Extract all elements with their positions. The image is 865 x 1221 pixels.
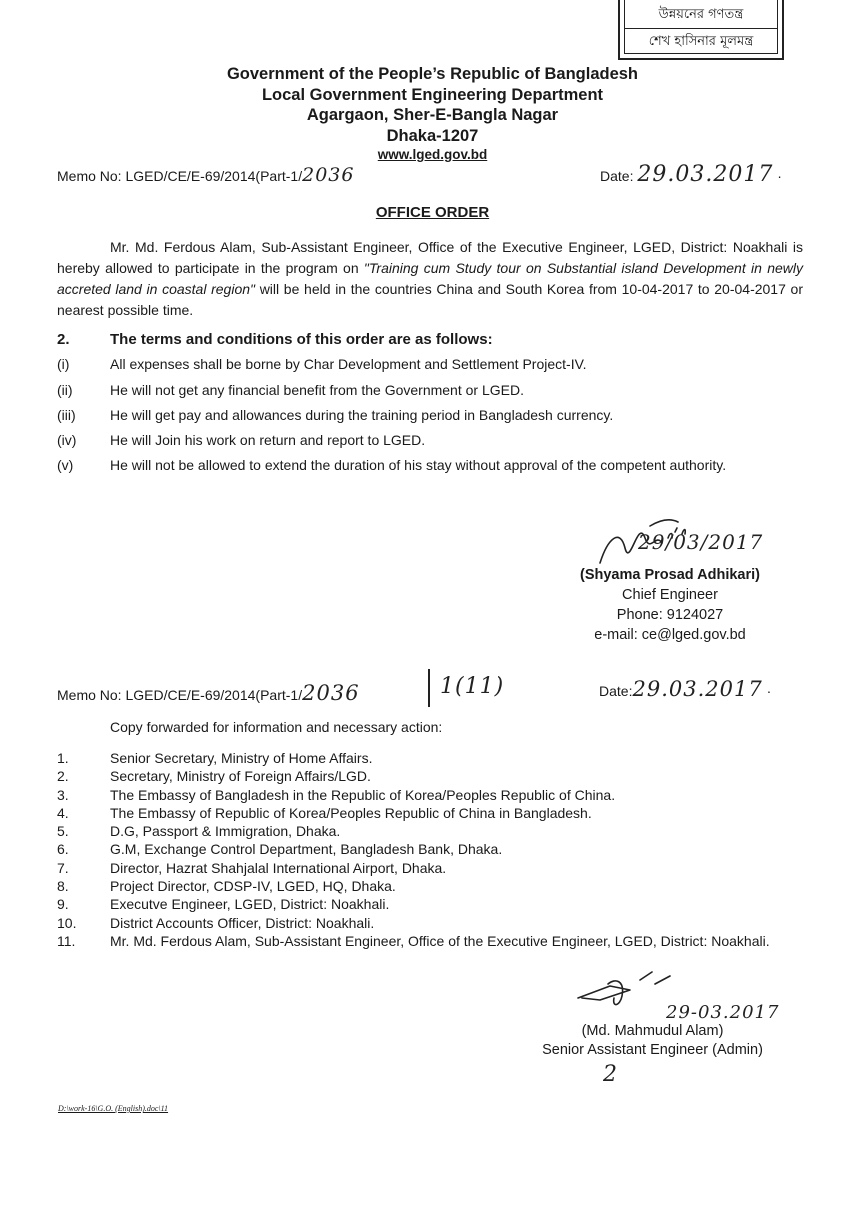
terms-heading-number: 2. [57,331,70,348]
term-text: He will get pay and allowances during the training period in Bangladesh currency. [110,407,614,423]
list-number: 11. [57,932,76,949]
list-number: 6. [57,841,69,858]
term-number: (v) [57,457,74,473]
order-paragraph-end: will be held in the countries China and South Korea from 10-04-2017 to 20-04-2017 or nearest possible time. [57,281,803,318]
list-item [57,877,803,895]
list-number: 2. [57,768,69,785]
list-text: The Embassy of Republic of Korea/Peoples Republic of China in Bangladesh. [110,804,592,821]
term-text: All expenses shall be borne by Char Development and Settlement Project-IV. [110,356,587,372]
program-title: "Training cum Study tour on Substantial island Development in newly accreted land in coastal region" [57,260,803,297]
list-text: D.G, Passport & Immigration, Dhaka. [110,823,341,840]
signatory-1-email: e-mail: ce@lged.gov.bd [594,627,746,643]
list-item [57,822,803,840]
letterhead-city: Dhaka-1207 [386,126,479,145]
letterhead-department: Local Government Engineering Department [261,85,604,104]
list-item [57,749,803,767]
signature-date-2: 29-03.2017 [666,1002,780,1023]
motto-line-1: উন্নয়নের গণতন্ত্র [658,7,744,22]
signatory-1-name: (Shyama Prosad Adhikari) [580,567,760,583]
signatory-1-block [520,565,820,645]
copy-list [57,749,803,950]
term-number: (ii) [57,382,73,398]
memo-handwritten-number: 2036 [302,164,355,186]
list-item [57,786,803,804]
list-text: Director, Hazrat Shahjalal International Airport, Dhaka. [110,859,447,876]
letterhead-address: Agargaon, Sher-E-Bangla Nagar [306,106,559,124]
date-label: Date: [599,683,633,699]
list-text: Project Director, CDSP-IV, LGED, HQ, Dhaka. [110,878,396,895]
terms-heading-text: The terms and conditions of this order are as follows: [110,331,493,348]
memo-sub-number: 1(11) [440,674,505,699]
memo-number-1 [57,164,354,186]
date-label: Date: [600,168,634,184]
order-paragraph-start: Mr. Md. Ferdous Alam, Sub-Assistant Engineer, Office of the Executive Engineer, LGED, District: Noakhali is hereby allowed to participate in the program on [57,239,803,276]
letterhead [0,64,865,164]
signatory-2-name: (Md. Mahmudul Alam) [581,1023,724,1039]
signatory-1-designation: Chief Engineer [622,587,718,603]
list-item [57,840,803,858]
list-number: 10. [57,914,77,931]
list-number: 4. [57,804,69,821]
list-text: The Embassy of Bangladesh in the Republic of Korea/Peoples Republic of China. [110,786,616,803]
list-text: District Accounts Officer, District: Noakhali. [110,914,375,931]
list-item [57,767,803,785]
list-number: 1. [57,750,69,766]
list-number: 5. [57,823,69,840]
list-item [57,804,803,822]
list-text: Senior Secretary, Ministry of Home Affairs. [110,750,373,766]
file-path-footer: D:\work-16\G.O. (English).doc\11 [58,1104,169,1113]
motto-box [618,0,784,60]
letterhead-government: Government of the People’s Republic of Bangladesh [226,65,639,83]
term-number: (i) [57,356,70,372]
signatory-2-designation: Senior Assistant Engineer (Admin) [542,1042,763,1058]
memo-date-2: Date:29.03.2017 · [599,677,772,701]
list-item [57,859,803,877]
list-item [57,932,803,950]
term-number: (iv) [57,432,77,448]
list-text: G.M, Exchange Control Department, Bangladesh Bank, Dhaka. [110,841,503,858]
handwritten-date: 29.03.2017 [632,677,763,701]
office-order-title: OFFICE ORDER [375,204,490,221]
term-number: (iii) [57,407,76,423]
memo-divider-stroke [428,669,430,707]
term-text: He will not get any financial benefit from the Government or LGED. [110,382,524,398]
list-number: 7. [57,859,69,876]
list-text: Mr. Md. Ferdous Alam, Sub-Assistant Engineer, Office of the Executive Engineer, LGED, District: Noakhali. [110,932,770,949]
letterhead-website[interactable]: www.lged.gov.bd [377,147,488,162]
list-text: Secretary, Ministry of Foreign Affairs/LGD. [110,768,371,785]
memo-number-2 [57,681,360,705]
copy-intro: Copy forwarded for information and necessary action: [110,719,443,735]
memo-prefix: Memo No: LGED/CE/E-69/2014(Part-1/ [57,687,303,703]
signature-senior-assistant-engineer [570,968,680,1018]
signatory-1-phone: Phone: 9124027 [616,607,724,623]
list-item [57,914,803,932]
term-text: He will not be allowed to extend the duration of his stay without approval of the competent authority. [110,457,727,473]
signature-date-1: 29/03/2017 [638,530,764,554]
list-number: 3. [57,786,69,803]
order-paragraph [57,237,803,321]
handwritten-date: 29.03.2017 [637,162,774,187]
signatory-2-block [520,1022,785,1060]
memo-prefix: Memo No: LGED/CE/E-69/2014(Part-1/ [57,168,303,184]
term-text: He will Join his work on return and report to LGED. [110,432,426,448]
list-number: 9. [57,896,69,913]
initial-mark: 2 [603,1062,618,1087]
list-item [57,895,803,913]
motto-line-2: শেখ হাসিনার মূলমন্ত্র [624,28,778,55]
list-text: Executve Engineer, LGED, District: Noakhali. [110,896,390,913]
memo-handwritten-number: 2036 [302,681,360,705]
list-number: 8. [57,878,69,895]
memo-date-1: Date: 29.03.2017 · [600,162,782,187]
